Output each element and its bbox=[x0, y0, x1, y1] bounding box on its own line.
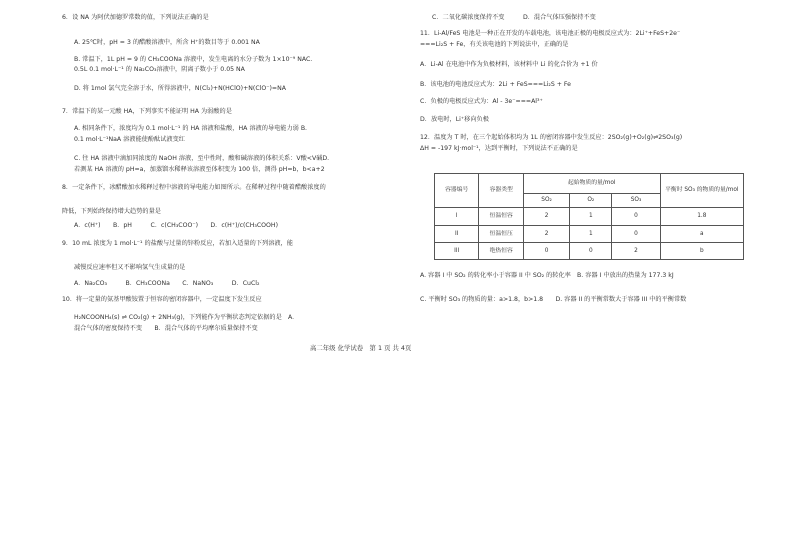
left-text-line: A．c(H⁺) B．pH C．c(CH₃COO⁻) D．c(H⁺)/c(CH₃COOH) bbox=[74, 222, 278, 229]
cell: 0 bbox=[523, 243, 569, 260]
left-text-line: C. 往 HA 溶液中滴加同浓度的 NaOH 溶液，至中性时，酸和碱溶液的体积关系：V酸<V碱D. bbox=[74, 155, 330, 162]
cell: III bbox=[435, 243, 479, 260]
right-text-line: C．二氧化碳浓度保持不变 D．混合气体压强保持不变 bbox=[432, 14, 596, 21]
right-text-line: A. 容器 I 中 SO₂ 的转化率小于容器 II 中 SO₂ 的转化率 B. 容器 I 中放出的热量为 177.3 kJ bbox=[420, 272, 674, 279]
cell: 1.8 bbox=[660, 208, 743, 226]
right-text-line: ΔH = -197 kJ·mol⁻¹，达到平衡时，下列说法不正确的是 bbox=[420, 145, 578, 152]
cell: 2 bbox=[612, 243, 660, 260]
right-text-line: A．Li-Al 在电池中作为负极材料，该材料中 Li 的化合价为 +1 价 bbox=[420, 61, 598, 68]
left-text-line: 9．10 mL 浓度为 1 mol·L⁻¹ 的盐酸与过量的锌粉反应，若加入适量的下列溶液，能 bbox=[62, 240, 293, 247]
cell: 绝热恒容 bbox=[479, 243, 523, 260]
left-text-line: 0.5L 0.1 mol·L⁻¹ 的 Na₂CO₃溶液中，阴离子数小于 0.05 NA bbox=[74, 66, 245, 73]
left-text-line: 7．常温下的某一元酸 HA，下列事实不能证明 HA 为弱酸的是 bbox=[62, 108, 232, 115]
left-text-line: 若测某 HA 溶液的 pH=a，加蒸馏水稀释该溶液至体积变为 100 倍，测得 pH=b，b<a+2 bbox=[74, 166, 325, 173]
left-text-line: A. 25℃时，pH = 3 的醋酸溶液中，所含 H⁺的数目等于 0.001 NA bbox=[74, 39, 260, 46]
cell: 恒温恒压 bbox=[479, 226, 523, 243]
left-text-line: 0.1 mol·L⁻¹NaA 溶液能使酚酞试液变红 bbox=[74, 136, 185, 143]
th-container-type: 容器类型 bbox=[479, 174, 523, 208]
th-o2: O₂ bbox=[570, 194, 612, 208]
th-so3: SO₃ bbox=[612, 194, 660, 208]
cell: II bbox=[435, 226, 479, 243]
right-text-line: C. 平衡时 SO₃ 的物质的量：a>1.8，b>1.8 D. 容器 II 的平衡常数大于容器 III 中的平衡常数 bbox=[420, 296, 687, 303]
left-text-line: B. 常温下，1L pH = 9 的 CH₃COONa 溶液中，发生电离的水分子数为 1×10⁻⁹ NAC. bbox=[74, 56, 313, 63]
left-text-line: 减慢反应速率但又不影响氢气生成量的是 bbox=[74, 264, 186, 271]
cell: b bbox=[660, 243, 743, 260]
left-text-line: D. 将 1mol 氯气完全溶于水，所得溶液中，N(Cl₂)+N(HClO)+N(ClO⁻)=NA bbox=[74, 85, 286, 92]
cell: 0 bbox=[612, 226, 660, 243]
cell: 1 bbox=[570, 208, 612, 226]
right-text-line: C．负极的电极反应式为：Al - 3e⁻===Al³⁺ bbox=[420, 98, 543, 105]
left-text-line: 6．设 NA 为阿伏加德罗常数的值，下列说法正确的是 bbox=[62, 14, 209, 21]
right-text-line: D．放电时，Li⁺移向负极 bbox=[420, 116, 489, 123]
left-text-line: H₂NCOONH₄(s) ⇌ CO₂(g) + 2NH₃(g)，下列能作为平衡状态判定依据的是 A． bbox=[74, 314, 299, 321]
cell: 1 bbox=[570, 226, 612, 243]
equilibrium-table bbox=[434, 173, 744, 260]
right-text-line: ===Li₂S + Fe，有关该电池的下列说法中，正确的是 bbox=[420, 41, 569, 48]
right-text-line: 12．温度为 T 时，在三个起始体积均为 1L 的密闭容器中发生反应：2SO₂(g)+O₂(g)⇌2SO₃(g) bbox=[420, 134, 683, 141]
right-text-line: B．该电池的电池反应式为：2Li + FeS===Li₂S + Fe bbox=[420, 81, 571, 88]
th-container-no: 容器编号 bbox=[435, 174, 479, 208]
left-text-line: 10．将一定量的氨基甲酸铵置于恒容的密闭容器中，一定温度下发生反应 bbox=[62, 296, 262, 303]
th-so2: SO₂ bbox=[523, 194, 569, 208]
table-row bbox=[435, 226, 744, 243]
cell: 2 bbox=[523, 226, 569, 243]
th-initial-amount: 起始物质的量/mol bbox=[523, 174, 660, 194]
cell: 2 bbox=[523, 208, 569, 226]
cell: 恒温恒容 bbox=[479, 208, 523, 226]
table-row bbox=[435, 208, 744, 226]
cell: 0 bbox=[570, 243, 612, 260]
th-equilibrium-so3: 平衡时 SO₃ 的物质的量/mol bbox=[660, 174, 743, 208]
table-row bbox=[435, 243, 744, 260]
left-text-line: 8．一定条件下，冰醋酸加水稀释过程中溶液的导电能力如图所示。在稀释过程中随着醋酸浓度的 bbox=[62, 184, 326, 191]
left-text-line: 降低，下列始终保持增大趋势的量是 bbox=[62, 208, 161, 215]
left-text-line: A. 相同条件下，浓度均为 0.1 mol·L⁻¹ 的 HA 溶液和盐酸，HA 溶液的导电能力弱 B. bbox=[74, 125, 308, 132]
left-text-line: A．Na₂CO₃ B．CH₃COONa C．NaNO₃ D．CuCl₂ bbox=[74, 280, 260, 287]
right-text-line: 11．Li-Al/FeS 电池是一种正在开发的车载电池，该电池正极的电极反应式为：2Li⁺+FeS+2e⁻ bbox=[420, 30, 681, 37]
left-text-line: 混合气体的密度保持不变 B．混合气体的平均摩尔质量保持不变 bbox=[74, 325, 258, 332]
page-footer: 高二年级 化学试卷 第 1 页 共 4页 bbox=[310, 344, 412, 352]
cell: 0 bbox=[612, 208, 660, 226]
cell: I bbox=[435, 208, 479, 226]
cell: a bbox=[660, 226, 743, 243]
